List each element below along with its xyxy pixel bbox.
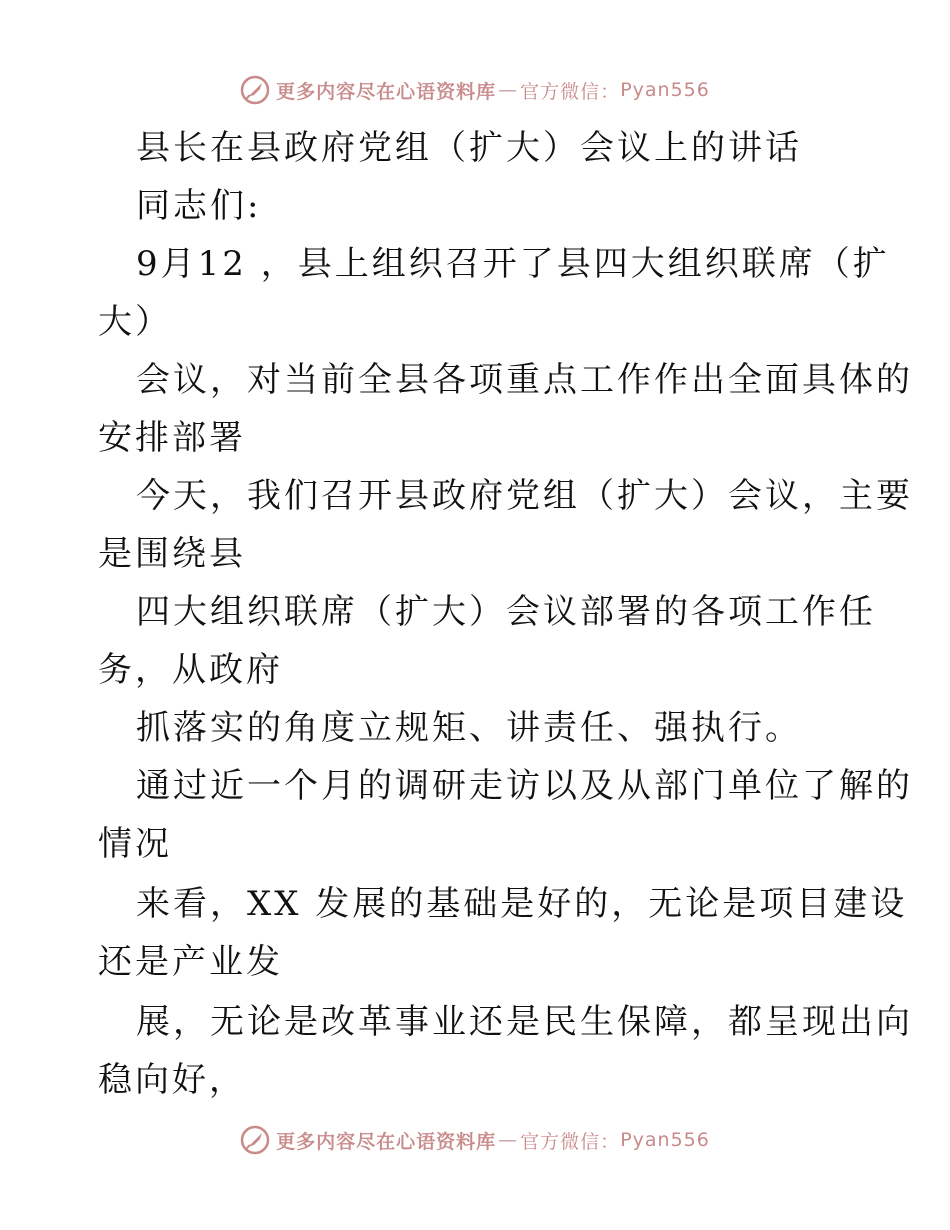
paragraph-line: 抓落实的角度立规矩、讲责任、强执行。 bbox=[136, 708, 802, 748]
footer-watermark bbox=[0, 1120, 950, 1160]
paragraph-line: 四大组织联席（扩大）会议部署的各项工作任 bbox=[136, 592, 876, 632]
paragraph-line: 展，无论是改革事业还是民生保障，都呈现出向 bbox=[136, 1002, 913, 1042]
watermark-contact-id: Pyan556 bbox=[620, 79, 710, 101]
watermark-contact-id: Pyan556 bbox=[620, 1129, 710, 1151]
paragraph-line: 来看，XX 发展的基础是好的，无论是项目建设 bbox=[136, 884, 908, 924]
salutation: 同志们: bbox=[136, 186, 262, 226]
paragraph-line: 会议，对当前全县各项重点工作作出全面具体的 bbox=[136, 360, 913, 400]
paragraph-line: 大） bbox=[98, 302, 172, 342]
header-watermark bbox=[0, 70, 950, 110]
document-title: 县长在县政府党组（扩大）会议上的讲话 bbox=[136, 128, 802, 168]
paragraph-line: 今天，我们召开县政府党组（扩大）会议，主要 bbox=[136, 476, 913, 516]
paragraph-line: 通过近一个月的调研走访以及从部门单位了解的 bbox=[136, 766, 913, 806]
paragraph-line: 务，从政府 bbox=[98, 650, 283, 690]
paragraph-line: 9月12 ，县上组织召开了县四大组织联席（扩 bbox=[136, 244, 890, 284]
paragraph-line: 是围绕县 bbox=[98, 534, 246, 574]
paragraph-line: 安排部署 bbox=[98, 418, 246, 458]
paragraph-line: 还是产业发 bbox=[98, 942, 283, 982]
watermark-contact-label: 官方微信： bbox=[520, 1130, 621, 1153]
watermark-brand: 更多内容尽在心语资料库 bbox=[276, 1130, 497, 1153]
watermark-separator: — bbox=[498, 79, 519, 101]
watermark-separator: — bbox=[498, 1129, 519, 1151]
paragraph-line: 情况 bbox=[98, 824, 172, 864]
paragraph-line: 稳向好， bbox=[98, 1060, 246, 1100]
watermark-brand: 更多内容尽在心语资料库 bbox=[276, 80, 497, 103]
quill-pen-logo-icon bbox=[240, 75, 270, 105]
quill-pen-logo-icon bbox=[240, 1125, 270, 1155]
watermark-contact-label: 官方微信： bbox=[520, 80, 621, 103]
